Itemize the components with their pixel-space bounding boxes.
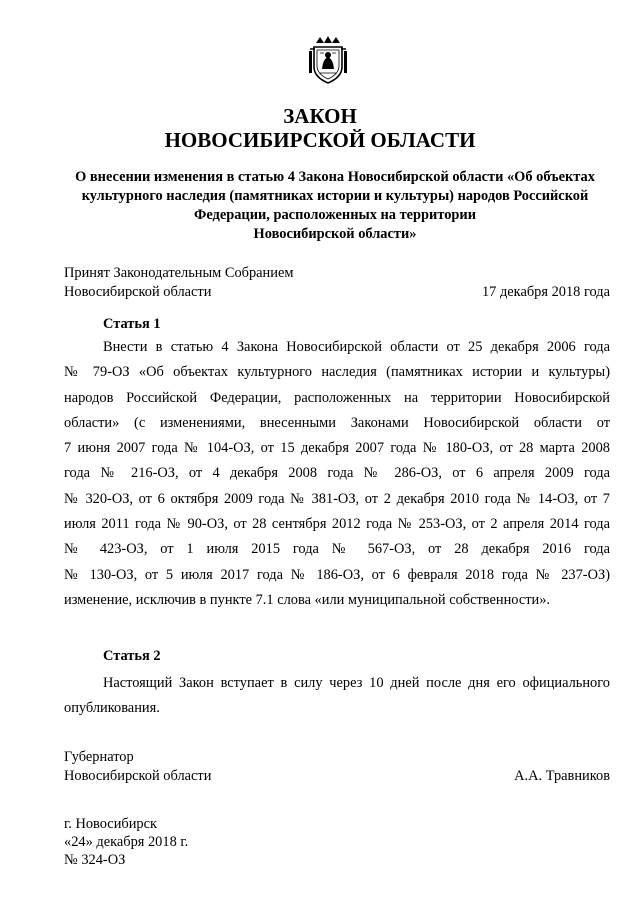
adoption-date: 17 декабря 2018 года (481, 284, 610, 300)
document-title-line2: НОВОСИБИРСКОЙ ОБЛАСТИ (164, 128, 476, 152)
article-1-line: № 423-ОЗ, от 1 июля 2015 года № 567-ОЗ, от 28 декабря 2016 года (64, 541, 610, 558)
article-1-line: года № 216-ОЗ, от 4 декабря 2008 года № 286-ОЗ, от 6 апреля 2009 года (64, 465, 610, 482)
article-1-line: № 320-ОЗ, от 6 октября 2009 года № 381-ОЗ, от 2 декабря 2010 года № 14-ОЗ, от 7 (64, 490, 610, 507)
article-1-line: 7 июня 2007 года № 104-ОЗ, от 15 декабря 2007 года № 180-ОЗ, от 28 марта 2008 (64, 440, 610, 457)
signature-title-line2: Новосибирской области (64, 768, 212, 784)
governor-name: А.А. Травников (514, 768, 610, 784)
article-1-heading: Статья 1 (103, 316, 161, 332)
adoption-line2-row (64, 283, 610, 302)
footer-date: «24» декабря 2018 г. (64, 834, 189, 850)
article-1-line: № 79-ОЗ «Об объектах культурного наследия (памятниках истории и культуры) (64, 364, 610, 381)
article-2-line: Настоящий Закон вступает в силу через 10 дней после дня его официального (103, 675, 610, 691)
article-1-line: народов Российской Федерации, расположенных на территории Новосибирской (64, 389, 610, 406)
article-2-text (64, 671, 610, 722)
signature-row (64, 767, 610, 786)
subject-line: Федерации, расположенных на территории (193, 207, 477, 223)
article-1-line: июля 2011 года № 90-ОЗ, от 28 сентября 2012 года № 253-ОЗ, от 2 апреля 2014 года (64, 516, 610, 533)
article-1-line: изменение, исключив в пункте 7.1 слова «или муниципальной собственности». (64, 591, 550, 608)
article-2-heading: Статья 2 (103, 648, 161, 664)
coat-of-arms-emblem (306, 33, 350, 85)
signature-title-line1: Губернатор (64, 749, 134, 765)
document-subject (58, 168, 612, 244)
document-title-line1: ЗАКОН (283, 104, 357, 128)
adoption-body-name: Новосибирской области (64, 284, 212, 300)
article-2-line: опубликования. (64, 700, 160, 717)
subject-line: культурного наследия (памятниках истории и культуры) народов Российской (81, 188, 589, 204)
article-1-line: Внести в статью 4 Закона Новосибирской области от 25 декабря 2006 года (103, 339, 610, 355)
article-1-line: области» (с изменениями, внесенными Законами Новосибирской области от (64, 414, 610, 431)
article-1-line: № 130-ОЗ, от 5 июля 2017 года № 186-ОЗ, от 6 февраля 2018 года № 237-ОЗ) (64, 566, 610, 583)
footer-city: г. Новосибирск (64, 816, 157, 832)
subject-line: О внесении изменения в статью 4 Закона Новосибирской области «Об объектах (75, 169, 595, 185)
article-1-text (64, 335, 610, 613)
footer-number: № 324-ОЗ (64, 852, 126, 868)
document-footer (64, 815, 188, 869)
subject-line: Новосибирской области» (253, 226, 417, 242)
adoption-line1: Принят Законодательным Собранием (64, 265, 294, 281)
